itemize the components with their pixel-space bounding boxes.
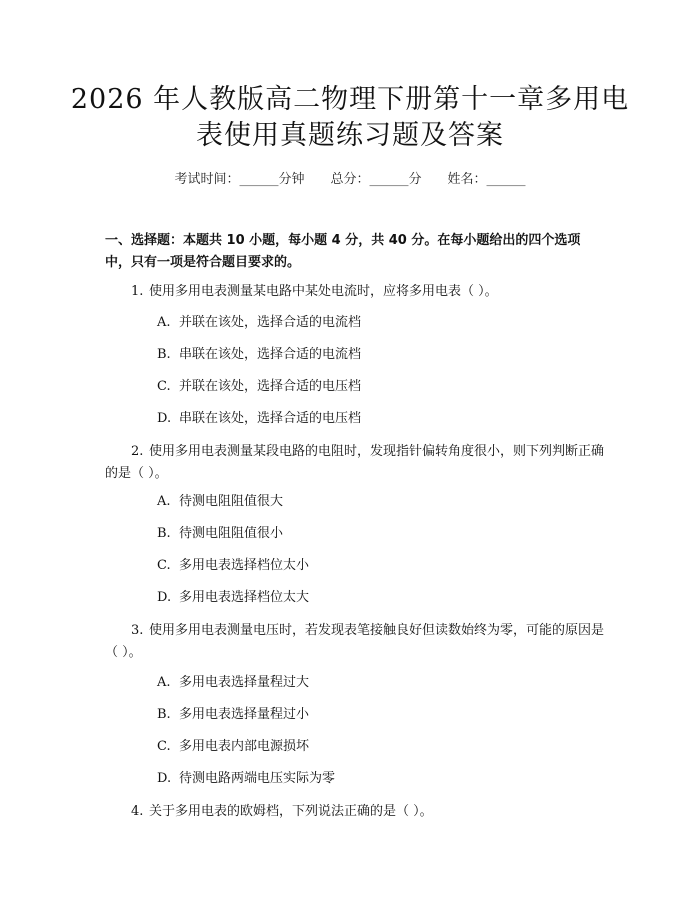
question-2-option-b [157, 524, 283, 544]
question-1-option-c [157, 377, 361, 397]
page-title-line-2: 表使用真题练习题及答案 [196, 120, 504, 151]
option-text: 并联在该处，选择合适的电流档 [179, 315, 362, 330]
question-number: 4. [131, 804, 144, 819]
question-3 [105, 620, 605, 664]
option-label: B. [157, 526, 171, 541]
option-text: 待测电路两端电压实际为零 [179, 771, 336, 786]
section-heading: 一、选择题：本题共 10 小题，每小题 4 分，共 40 分。在每小题给出的四个选项中，只有一项是符合题目要求的。 [105, 233, 581, 270]
option-label: C. [157, 558, 171, 573]
option-label: D. [157, 590, 172, 605]
question-number: 3. [131, 623, 144, 638]
option-text: 多用电表选择量程过大 [179, 675, 310, 690]
option-text: 串联在该处，选择合适的电流档 [179, 347, 362, 362]
question-text: 使用多用电表测量电压时，若发现表笔接触良好但读数始终为零，可能的原因是（ ）。 [105, 623, 605, 660]
option-text: 串联在该处，选择合适的电压档 [179, 411, 362, 426]
page-title-line-1: 2026 年人教版高二物理下册第十一章多用电 [70, 84, 630, 115]
question-3-option-b [157, 705, 309, 725]
question-3-option-d [157, 769, 335, 789]
option-label: C. [157, 739, 171, 754]
question-text: 使用多用电表测量某段电路的电阻时，发现指针偏转角度很小，则下列判断正确的是（ ）。 [105, 444, 605, 481]
option-text: 多用电表选择档位太小 [179, 558, 310, 573]
option-text: 并联在该处，选择合适的电压档 [179, 379, 362, 394]
total-score-label: 总分：______分 [330, 172, 422, 187]
question-1 [105, 281, 605, 303]
question-3-option-a [157, 673, 309, 693]
question-2-option-a [157, 492, 283, 512]
exam-meta [0, 168, 700, 187]
option-label: A. [157, 315, 171, 330]
option-label: D. [157, 411, 172, 426]
question-3-option-c [157, 737, 309, 757]
question-text: 使用多用电表测量某电路中某处电流时，应将多用电表（ ）。 [149, 284, 498, 299]
exam-time-label: 考试时间：______分钟 [174, 172, 305, 187]
option-label: D. [157, 771, 172, 786]
question-text: 关于多用电表的欧姆档，下列说法正确的是（ ）。 [149, 804, 433, 819]
question-1-option-d [157, 409, 361, 429]
option-label: C. [157, 379, 171, 394]
question-2-option-d [157, 588, 309, 608]
question-4 [105, 801, 605, 823]
option-text: 多用电表内部电源损坏 [179, 739, 310, 754]
question-1-option-a [157, 313, 361, 333]
option-text: 待测电阻阻值很大 [179, 494, 284, 509]
student-name-label: 姓名：______ [447, 172, 526, 187]
question-2-option-c [157, 556, 309, 576]
option-text: 多用电表选择档位太大 [179, 590, 310, 605]
option-text: 待测电阻阻值很小 [179, 526, 284, 541]
option-text: 多用电表选择量程过小 [179, 707, 310, 722]
question-number: 2. [131, 444, 144, 459]
option-label: A. [157, 675, 171, 690]
question-2 [105, 441, 605, 485]
question-1-option-b [157, 345, 361, 365]
option-label: A. [157, 494, 171, 509]
option-label: B. [157, 347, 171, 362]
option-label: B. [157, 707, 171, 722]
question-number: 1. [131, 284, 144, 299]
